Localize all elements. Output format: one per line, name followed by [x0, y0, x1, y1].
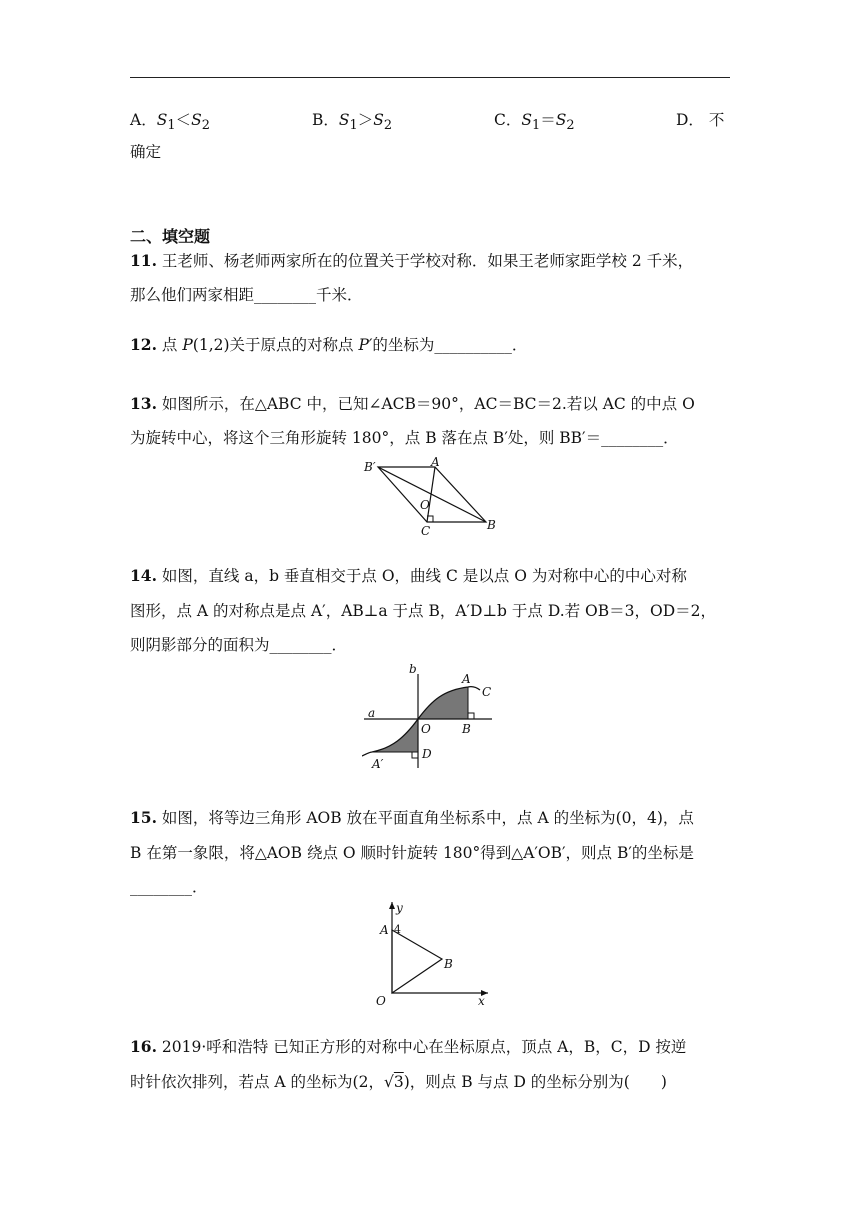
option-d-continued: 确定	[130, 143, 162, 161]
label-b: B	[444, 957, 453, 971]
q13-figure	[360, 455, 510, 540]
triangle-aob	[392, 930, 442, 993]
label-b-axis: b	[409, 662, 417, 676]
option-c: C．$S_1=S_2$	[494, 111, 575, 134]
shaded-region-upper	[418, 687, 468, 719]
q14-figure	[362, 660, 502, 772]
label-d: D	[422, 747, 432, 761]
option-b: B．$S_1>S_2$	[312, 111, 393, 134]
q15-line3: ________．	[130, 878, 208, 896]
right-angle-d	[412, 752, 418, 758]
q15-figure	[370, 898, 495, 1008]
label-aprime: A′	[372, 757, 384, 771]
q15-line2: B 在第一象限，将△AOB 绕点 O 顺时针旋转 180°得到△A′OB′，则点 B′的坐标是	[130, 844, 694, 862]
option-d: D． 不	[676, 111, 725, 129]
label-x: x	[478, 994, 485, 1008]
label-o: O	[376, 994, 386, 1008]
label-b: B	[487, 518, 496, 532]
q11-line2: 那么他们两家相距________千米．	[130, 286, 363, 304]
right-angle-b	[468, 713, 474, 719]
label-a: A	[431, 455, 440, 469]
label-c: C	[421, 524, 431, 538]
q13-line1: 13. 如图所示，在△ABC 中，已知∠ACB＝90°，AC＝BC＝2.若以 AC 的中点 O	[130, 394, 695, 413]
shaded-region-lower	[372, 719, 418, 752]
label-4: 4	[394, 923, 401, 936]
label-bprime: B′	[364, 460, 376, 474]
label-o: O	[421, 722, 431, 736]
q11-line1: 11. 王老师、杨老师两家所在的位置关于学校对称．如果王老师家距学校 2 千米，	[130, 251, 694, 270]
section-heading: 二、填空题	[130, 227, 211, 246]
sqrt-symbol: √3	[383, 1073, 404, 1091]
label-a: A	[462, 672, 471, 686]
label-a-axis: a	[368, 706, 376, 720]
label-c: C	[482, 685, 492, 699]
q14-line1: 14. 如图，直线 a，b 垂直相交于点 O，曲线 C 是以点 O 为对称中心的中心对称	[130, 566, 687, 585]
q14-line3: 则阴影部分的面积为________．	[130, 636, 348, 654]
label-b-point: B	[462, 722, 471, 736]
label-a: A	[380, 923, 389, 937]
q16-line2: 时针依次排列，若点 A 的坐标为(2，√3)，则点 B 与点 D 的坐标分别为( )	[130, 1073, 667, 1091]
q12-line: 12. 点 P(1,2)关于原点的对称点 P′的坐标为__________．	[130, 335, 528, 354]
q16-line1: 16. 2019·呼和浩特 已知正方形的对称中心在坐标原点，顶点 A，B，C，D 按逆	[130, 1037, 687, 1056]
segment-bbp	[378, 467, 486, 522]
q13-line2: 为旋转中心，将这个三角形旋转 180°，点 B 落在点 B′处，则 BB′＝________．	[130, 429, 679, 447]
y-arrow	[389, 902, 395, 909]
label-o: O	[420, 498, 430, 512]
q15-line1: 15. 如图，将等边三角形 AOB 放在平面直角坐标系中，点 A 的坐标为(0，4)，点	[130, 808, 694, 827]
top-divider	[130, 77, 730, 78]
q14-line2: 图形，点 A 的对称点是点 A′，AB⊥a 于点 B，A′D⊥b 于点 D.若 OB＝3，OD＝2，	[130, 602, 717, 620]
option-a: A．$S_1<S_2$	[130, 111, 210, 134]
label-y: y	[396, 901, 403, 915]
